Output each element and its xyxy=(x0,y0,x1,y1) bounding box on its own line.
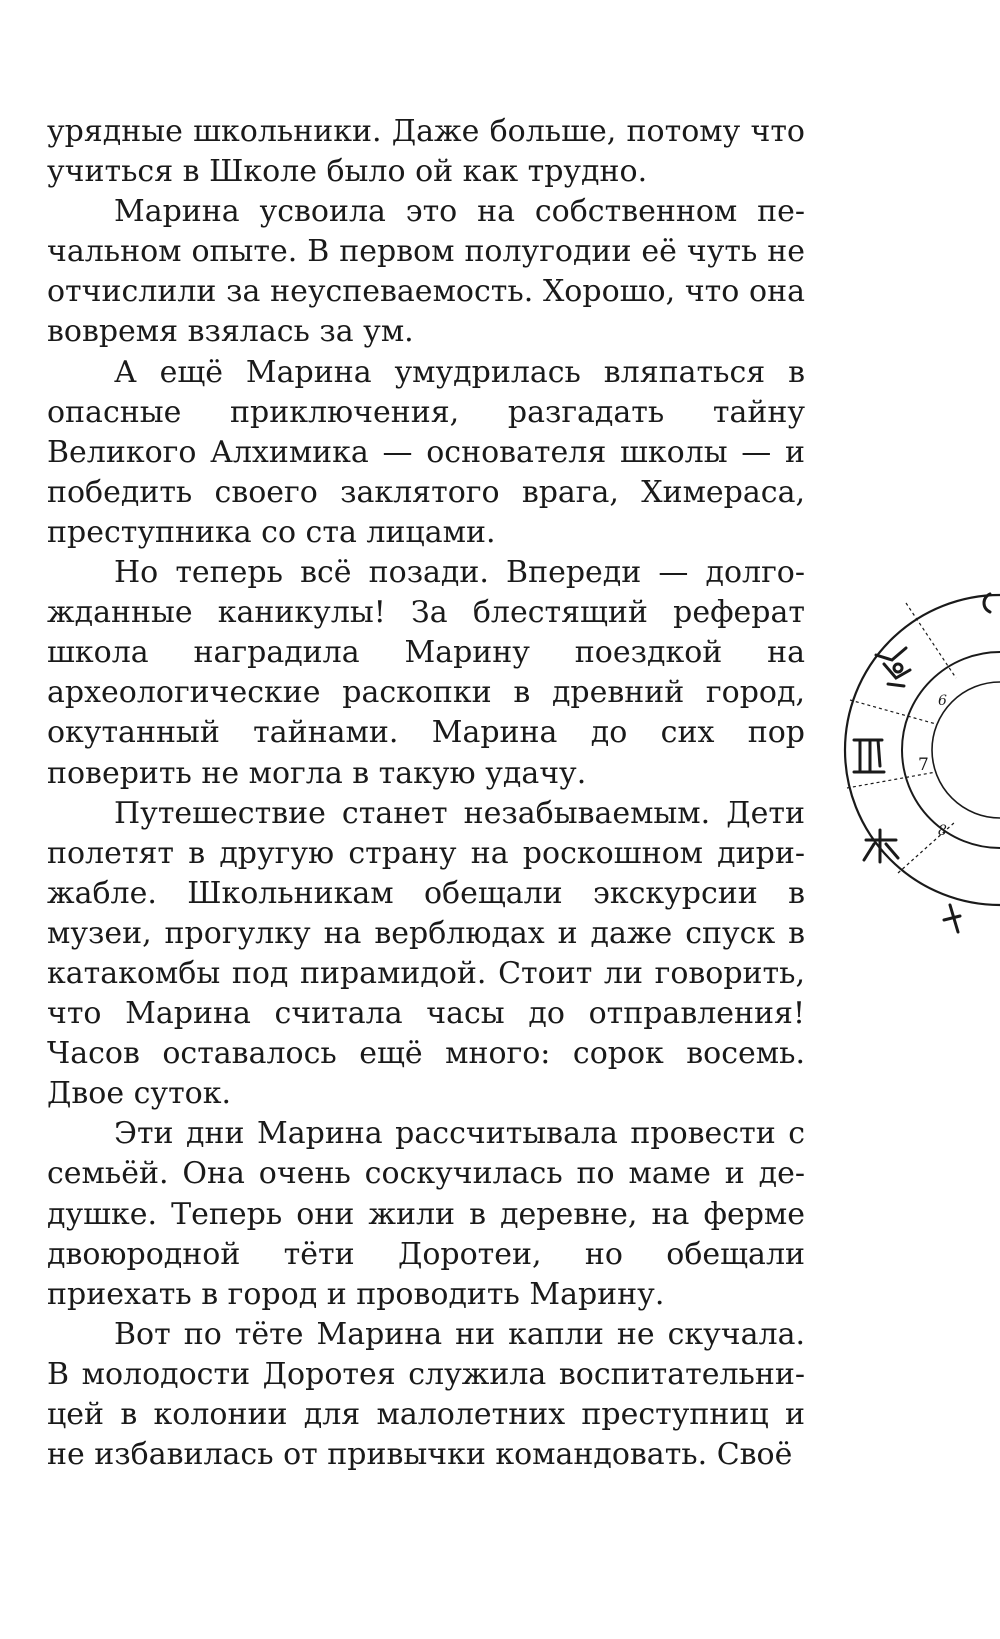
glyph-eye-icon xyxy=(876,648,910,686)
glyph-trident-icon xyxy=(854,740,884,772)
paragraph: Марина усвоила это на собственном печальном опыте. В первом полугодии её чуть не отчислили за неуспеваемость. Хорошо, что она вовремя взялась за ум. xyxy=(47,194,805,350)
paragraph: Вот по тёте Марина ни капли не скучала. В молодости Доротея служила воспитательницей в колонии для малолетних преступниц и не избавилась от привычки командовать. Своё xyxy=(47,1316,805,1473)
glyph-partial-icon xyxy=(944,905,960,932)
wheel-number: 6 xyxy=(938,693,947,709)
paragraph: Путешествие станет незабываемым. Дети полетят в другую страну на роскошном дирижабле. Школьникам обещали экскурсии в музеи, прогулку на верблюдах и даже спуск в катакомбы под пирамидой. Стоит ли говорить, что Марина считала часы до отправления! Часов оставалось ещё много: сорок восемь. Двое суток. xyxy=(47,795,805,1112)
paragraph: Но теперь всё позади. Впереди — долгожданные каникулы! За блестящий реферат школа наградила Марину поездкой на археологические раскопки в древний город, окутанный тайнами. Марина до сих пор поверить не могла в такую удачу. xyxy=(47,555,805,791)
paragraph: урядные школьники. Даже больше, потому что учиться в Школе было ой как трудно. xyxy=(47,114,805,190)
paragraph: А ещё Марина умудрилась вляпаться в опасные приключения, разгадать тайну Великого Алхимика — основателя школы — и победить своего заклятого врага, Химераса, преступника со ста лицами. xyxy=(47,354,805,550)
symbol-wheel-illustration xyxy=(840,560,1000,960)
wheel-number: 7 xyxy=(918,755,929,775)
symbol-wheel-graphic xyxy=(840,560,1000,960)
wheel-inner-ring xyxy=(902,652,1000,848)
page-body-text xyxy=(47,112,805,1475)
wheel-outer-ring xyxy=(845,595,1000,905)
wheel-number: 8 xyxy=(938,823,947,839)
glyph-top-partial-icon xyxy=(984,594,990,612)
paragraph: Эти дни Марина рассчитывала провести с семьёй. Она очень соскучилась по маме и дедушке. Теперь они жили в деревне, на ферме двоюродной тёти Доротеи, но обещали приехать в город и проводить Марину. xyxy=(47,1116,805,1312)
